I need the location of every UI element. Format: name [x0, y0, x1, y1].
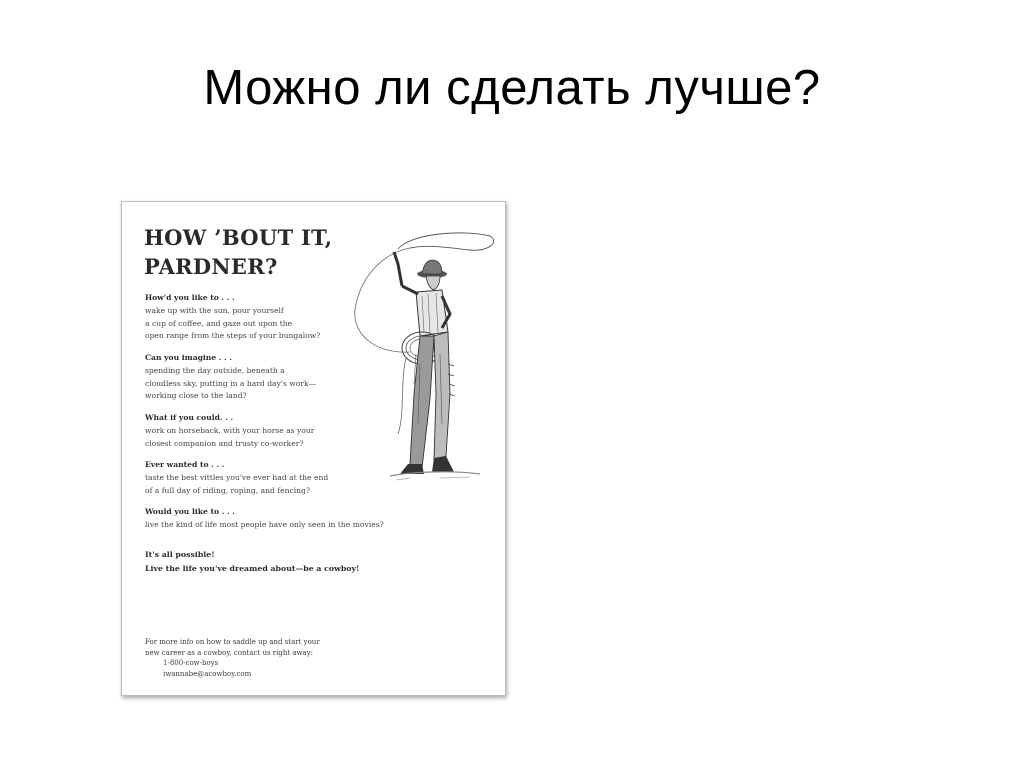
section-line: taste the best vittles you've ever had at the end	[145, 472, 329, 482]
contact-line: new career as a cowboy, contact us right away:	[145, 648, 314, 657]
section-line: closest companion and trusty co-worker?	[145, 438, 304, 448]
flyer-headline	[144, 223, 332, 281]
contact-phone: 1-800-cow-boys	[163, 659, 219, 667]
section-question: Would you like to . . .	[145, 507, 235, 516]
section-line: spending the day outside, beneath a	[145, 365, 285, 375]
section-line: open range from the steps of your bungalow?	[145, 331, 321, 341]
cowboy-flyer	[121, 201, 506, 696]
section-line: cloudless sky, putting in a hard day's work—	[145, 378, 317, 388]
section-line: working close to the land?	[145, 391, 247, 401]
headline-line: PARDNER?	[144, 254, 278, 279]
section-question: How'd you like to . . .	[145, 293, 235, 302]
contact-line: For more info on how to saddle up and start your	[145, 638, 320, 646]
section-line: wake up with the sun, pour yourself	[145, 305, 284, 315]
flyer-contact	[145, 637, 320, 679]
section-line: live the kind of life most people have only seen in the movies?	[145, 519, 384, 529]
contact-email: iwannabe@acowboy.com	[163, 669, 252, 678]
slide-title: Можно ли сделать лучше?	[203, 61, 821, 115]
flyer-section	[145, 506, 445, 532]
section-line: of a full day of riding, roping, and fencing?	[145, 485, 310, 495]
section-question: What if you could. . .	[145, 413, 234, 422]
flyer-closing	[145, 548, 359, 576]
section-line: work on horseback, with your horse as your	[145, 425, 315, 435]
closing-line: It's all possible!	[145, 550, 215, 559]
section-line: a cup of coffee, and gaze out upon the	[145, 318, 293, 328]
section-question: Can you imagine . . .	[145, 353, 233, 362]
cowboy-illustration	[350, 224, 500, 494]
closing-line: Live the life you've dreamed about—be a cowboy!	[145, 564, 360, 573]
section-question: Ever wanted to . . .	[145, 460, 225, 469]
headline-line: HOW ’BOUT IT,	[144, 225, 333, 250]
